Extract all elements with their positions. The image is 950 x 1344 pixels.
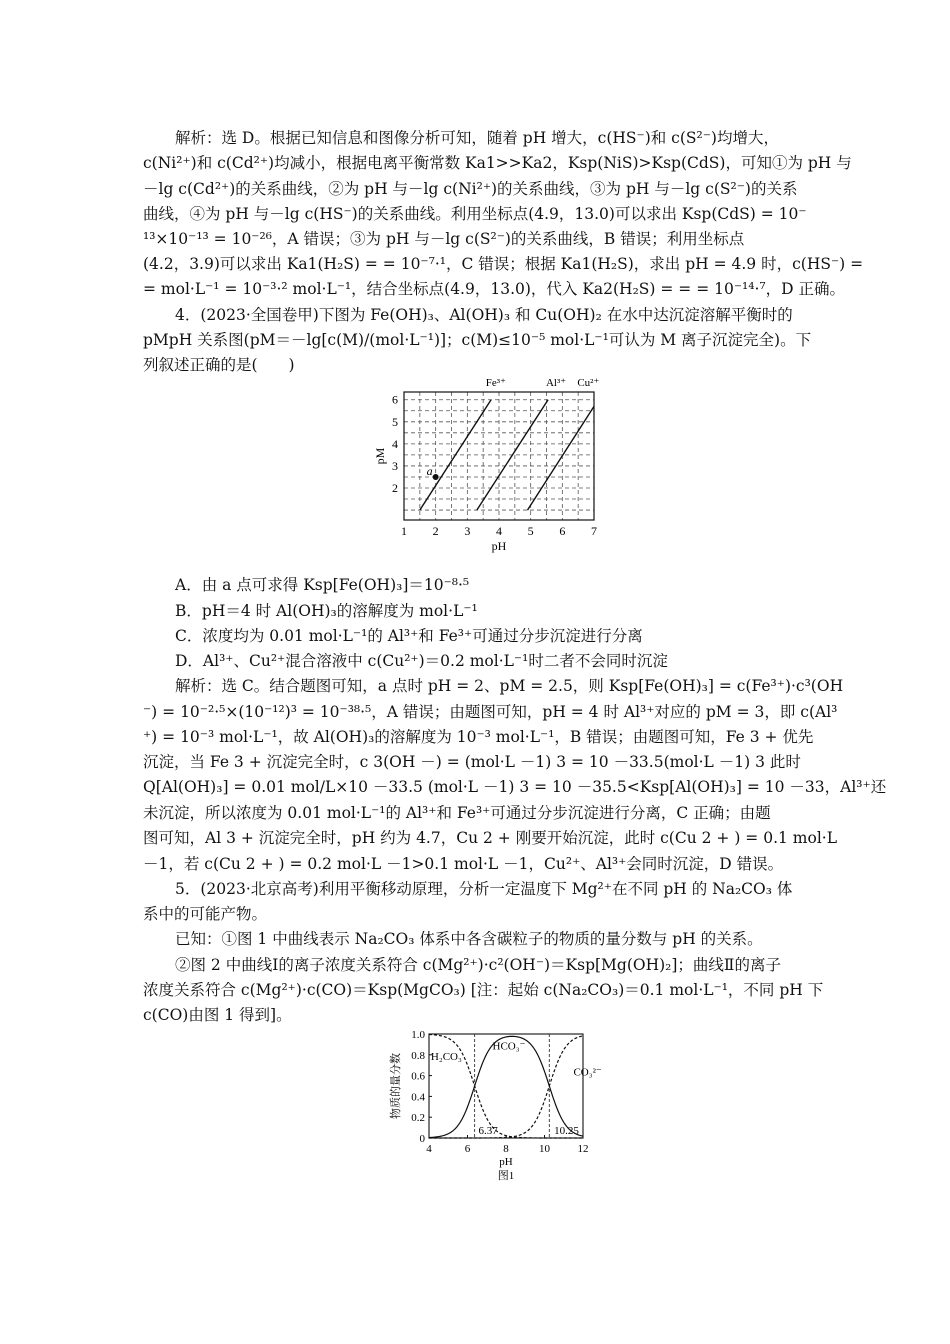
text-line: －lg c(Cd²⁺)的关系曲线，②为 pH 与－lg c(Ni²⁺)的关系曲线，③为 pH 与－lg c(S²⁻)的关系 [143, 180, 798, 198]
y-axis-label: pM [373, 447, 387, 465]
x-tick-label: 10 [539, 1143, 550, 1155]
x-tick-label: 12 [577, 1143, 589, 1155]
text-line: ¹³×10⁻¹³ = 10⁻²⁶，A 错误；③为 pH 与－lg c(S²⁻)的关系曲线，B 错误；利用坐标点 [143, 230, 745, 248]
x-tick-label: 5 [527, 524, 534, 538]
x-tick-label: 3 [464, 524, 471, 538]
text-line: 曲线，④为 pH 与－lg c(HS⁻)的关系曲线。利用坐标点(4.9，13.0)可以求出 Ksp(CdS) = 10⁻ [143, 205, 807, 223]
y-tick-label: 0.8 [411, 1049, 425, 1062]
pka-annotation: 6.37 [478, 1125, 498, 1137]
x-axis-label: pH [491, 539, 507, 553]
text-line: 4．(2023·全国卷甲)下图为 Fe(OH)₃、Al(OH)₃ 和 Cu(OH)₂ 在水中达沉淀溶解平衡时的 [175, 306, 793, 324]
text-line: Q[Al(OH)₃] = 0.01 mol/L×10 －33.5 (mol·L －1) 3 = 10 －35.5<Ksp[Al(OH)₃] = 10 －33，Al³⁺还 [143, 778, 887, 796]
text-line: 图可知，Al 3 + 沉淀完全时，pH 约为 4.7，Cu 2 + 刚要开始沉淀，此时 c(Cu 2 + ) = 0.1 mol·L [143, 829, 837, 847]
series-line-0 [420, 400, 491, 510]
series-label: Cu²⁺ [577, 377, 600, 389]
y-axis-label: 物质的量分数 [390, 1053, 402, 1119]
x-tick-label: 4 [496, 524, 502, 538]
carbonate-fraction-chart [385, 1022, 600, 1190]
text-line: ②图 2 中曲线Ⅰ的离子浓度关系符合 c(Mg²⁺)·c²(OH⁻)＝Ksp[Mg(OH)₂]；曲线Ⅱ的离子 [175, 956, 781, 974]
series-label: Fe³⁺ [485, 377, 506, 389]
x-tick-label: 1 [401, 524, 407, 538]
species-label: H₂CO₃ [430, 1051, 462, 1063]
chart-title: 图1 [497, 1170, 515, 1182]
pka-annotation: 10.25 [554, 1125, 579, 1137]
x-tick-label: 2 [432, 524, 439, 538]
y-tick-label: 0.4 [411, 1091, 425, 1104]
y-tick-label: 6 [392, 392, 398, 407]
y-tick-label: 5 [392, 414, 398, 429]
text-line: C．浓度均为 0.01 mol·L⁻¹的 Al³⁺和 Fe³⁺可通过分步沉淀进行分离 [175, 627, 643, 645]
text-line: 浓度关系符合 c(Mg²⁺)·c(CO)＝Ksp(MgCO₃) [注：起始 c(Na₂CO₃)＝0.1 mol·L⁻¹，不同 pH 下 [143, 981, 824, 999]
text-line: ⁻) = 10⁻²·⁵×(10⁻¹²)³ = 10⁻³⁸·⁵，A 错误；由题图可知，pH = 4 时 Al³⁺对应的 pM = 3，即 c(Al³ [143, 703, 838, 721]
y-tick-label: 4 [392, 436, 398, 451]
pm-ph-chart [370, 372, 635, 562]
text-line: 系中的可能产物。 [143, 905, 268, 923]
x-axis-label: pH [499, 1156, 513, 1168]
text-line: c(Ni²⁺)和 c(Cd²⁺)均减小，根据电离平衡常数 Ka1>>Ka2，Ksp(NiS)>Ksp(CdS)，可知①为 pH 与 [143, 154, 852, 172]
y-tick-label: 0.6 [411, 1070, 425, 1083]
text-line: A．由 a 点可求得 Ksp[Fe(OH)₃]＝10⁻⁸·⁵ [175, 576, 470, 594]
text-line: pMpH 关系图(pM＝－lg[c(M)/(mol·L⁻¹)]；c(M)≤10⁻⁵ mol·L⁻¹可认为 M 离子沉淀完全)。下 [143, 331, 812, 349]
text-line: D．Al³⁺、Cu²⁺混合溶液中 c(Cu²⁺)＝0.2 mol·L⁻¹时二者不会同时沉淀 [175, 652, 668, 670]
species-label: CO₃²⁻ [573, 1066, 602, 1079]
text-line: = mol·L⁻¹ = 10⁻³·² mol·L⁻¹，结合坐标点(4.9，13.0)，代入 Ka2(H₂S) = = = 10⁻¹⁴·⁷，D 正确。 [143, 280, 845, 298]
text-line: B．pH＝4 时 Al(OH)₃的溶解度为 mol·L⁻¹ [175, 602, 478, 620]
text-line: (4.2，3.9)可以求出 Ka1(H₂S) = = 10⁻⁷·¹，C 错误；根据 Ka1(H₂S)，求出 pH = 4.9 时，c(HS⁻) = [143, 255, 864, 273]
x-tick-label: 6 [559, 524, 566, 538]
text-line: 列叙述正确的是( ) [143, 356, 295, 374]
text-line: 沉淀，当 Fe 3 + 沉淀完全时，c 3(OH －) = (mol·L －1) 3 = 10 －33.5(mol·L －1) 3 此时 [143, 753, 801, 771]
x-tick-label: 7 [591, 524, 597, 538]
text-line: 已知：①图 1 中曲线表示 Na₂CO₃ 体系中各含碳粒子的物质的量分数与 pH 的关系。 [175, 930, 763, 948]
x-tick-label: 8 [503, 1143, 509, 1155]
text-line: －1，若 c(Cu 2 + ) = 0.2 mol·L －1>0.1 mol·L －1，Cu²⁺、Al³⁺会同时沉淀，D 错误。 [143, 855, 784, 873]
y-tick-label: 1.0 [411, 1029, 425, 1041]
y-tick-label: 2 [392, 481, 398, 495]
text-line: ⁺) = 10⁻³ mol·L⁻¹，故 Al(OH)₃的溶解度为 10⁻³ mol·L⁻¹，B 错误；由题图可知，Fe 3 + 优先 [143, 728, 814, 746]
y-tick-label: 3 [392, 458, 398, 473]
point-a-marker [433, 474, 439, 480]
x-tick-label: 6 [464, 1143, 471, 1155]
y-tick-label: 0 [419, 1133, 425, 1145]
species-label: HCO₃⁻ [492, 1040, 526, 1053]
text-line: 解析：选 C。结合题图可知，a 点时 pH = 2、pM = 2.5，则 Ksp[Fe(OH)₃] = c(Fe³⁺)·c³(OH [175, 677, 844, 695]
point-a-label: a [426, 463, 433, 478]
text-line: c(CO)由图 1 得到]。 [143, 1006, 292, 1024]
text-line: 5．(2023·北京高考)利用平衡移动原理，分析一定温度下 Mg²⁺在不同 pH 的 Na₂CO₃ 体 [175, 880, 793, 898]
y-tick-label: 0.2 [411, 1112, 425, 1125]
x-tick-label: 4 [426, 1143, 432, 1155]
text-line: 未沉淀，所以浓度为 0.01 mol·L⁻¹的 Al³⁺和 Fe³⁺可通过分步沉淀进行分离，C 正确；由题 [143, 804, 771, 822]
series-label: Al³⁺ [545, 377, 567, 389]
text-line: 解析：选 D。根据已知信息和图像分析可知，随着 pH 增大，c(HS⁻)和 c(S²⁻)均增大， [175, 129, 779, 147]
